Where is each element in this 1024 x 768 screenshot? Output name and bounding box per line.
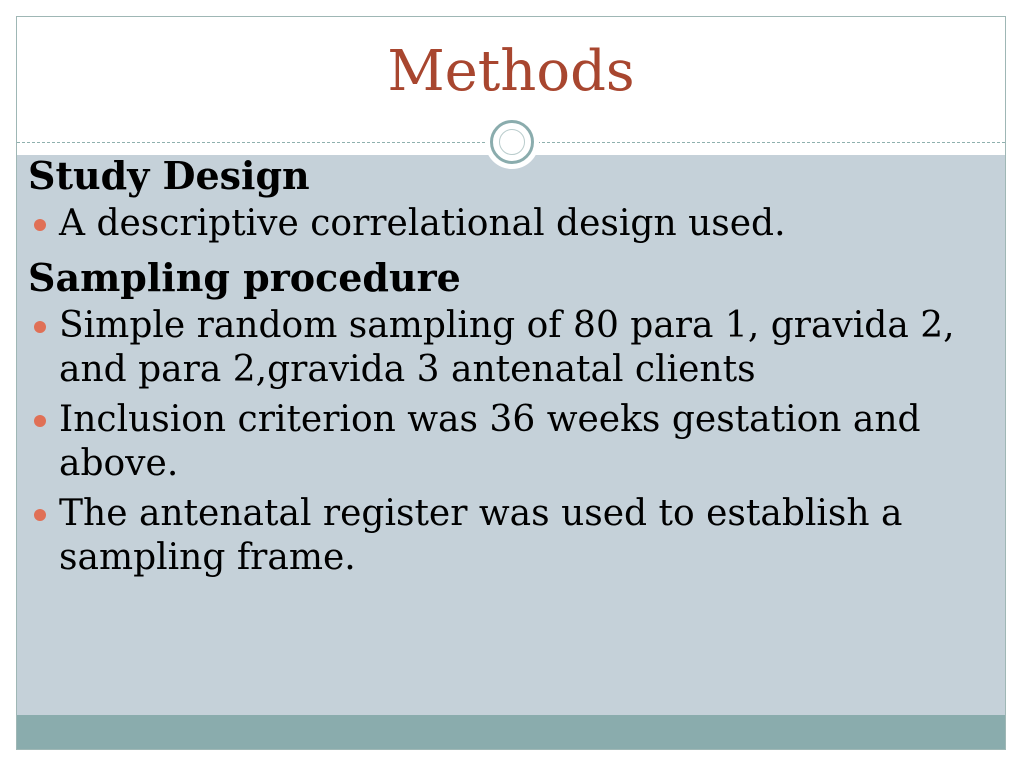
bullet-text: Inclusion criterion was 36 weeks gestation and above.: [59, 399, 921, 484]
list-item: [28, 398, 968, 486]
section-heading-study-design: Study Design: [28, 153, 310, 198]
list-item: [28, 492, 968, 580]
slide-body: [28, 150, 968, 586]
bullet-icon: [34, 509, 46, 521]
section-heading-sampling-procedure: Sampling procedure: [28, 255, 461, 300]
bullet-text: The antenatal register was used to establish a sampling frame.: [59, 493, 903, 578]
list-item: [28, 304, 968, 392]
bullet-text: Simple random sampling of 80 para 1, gravida 2, and para 2,gravida 3 antenatal clients: [59, 305, 955, 390]
bullet-icon: [34, 415, 46, 427]
slide-title: Methods: [387, 39, 635, 104]
list-item: [28, 202, 968, 246]
bullet-text: A descriptive correlational design used.: [59, 203, 786, 244]
bullet-icon: [34, 219, 46, 231]
bullet-icon: [34, 321, 46, 333]
footer-bar: [17, 715, 1005, 749]
